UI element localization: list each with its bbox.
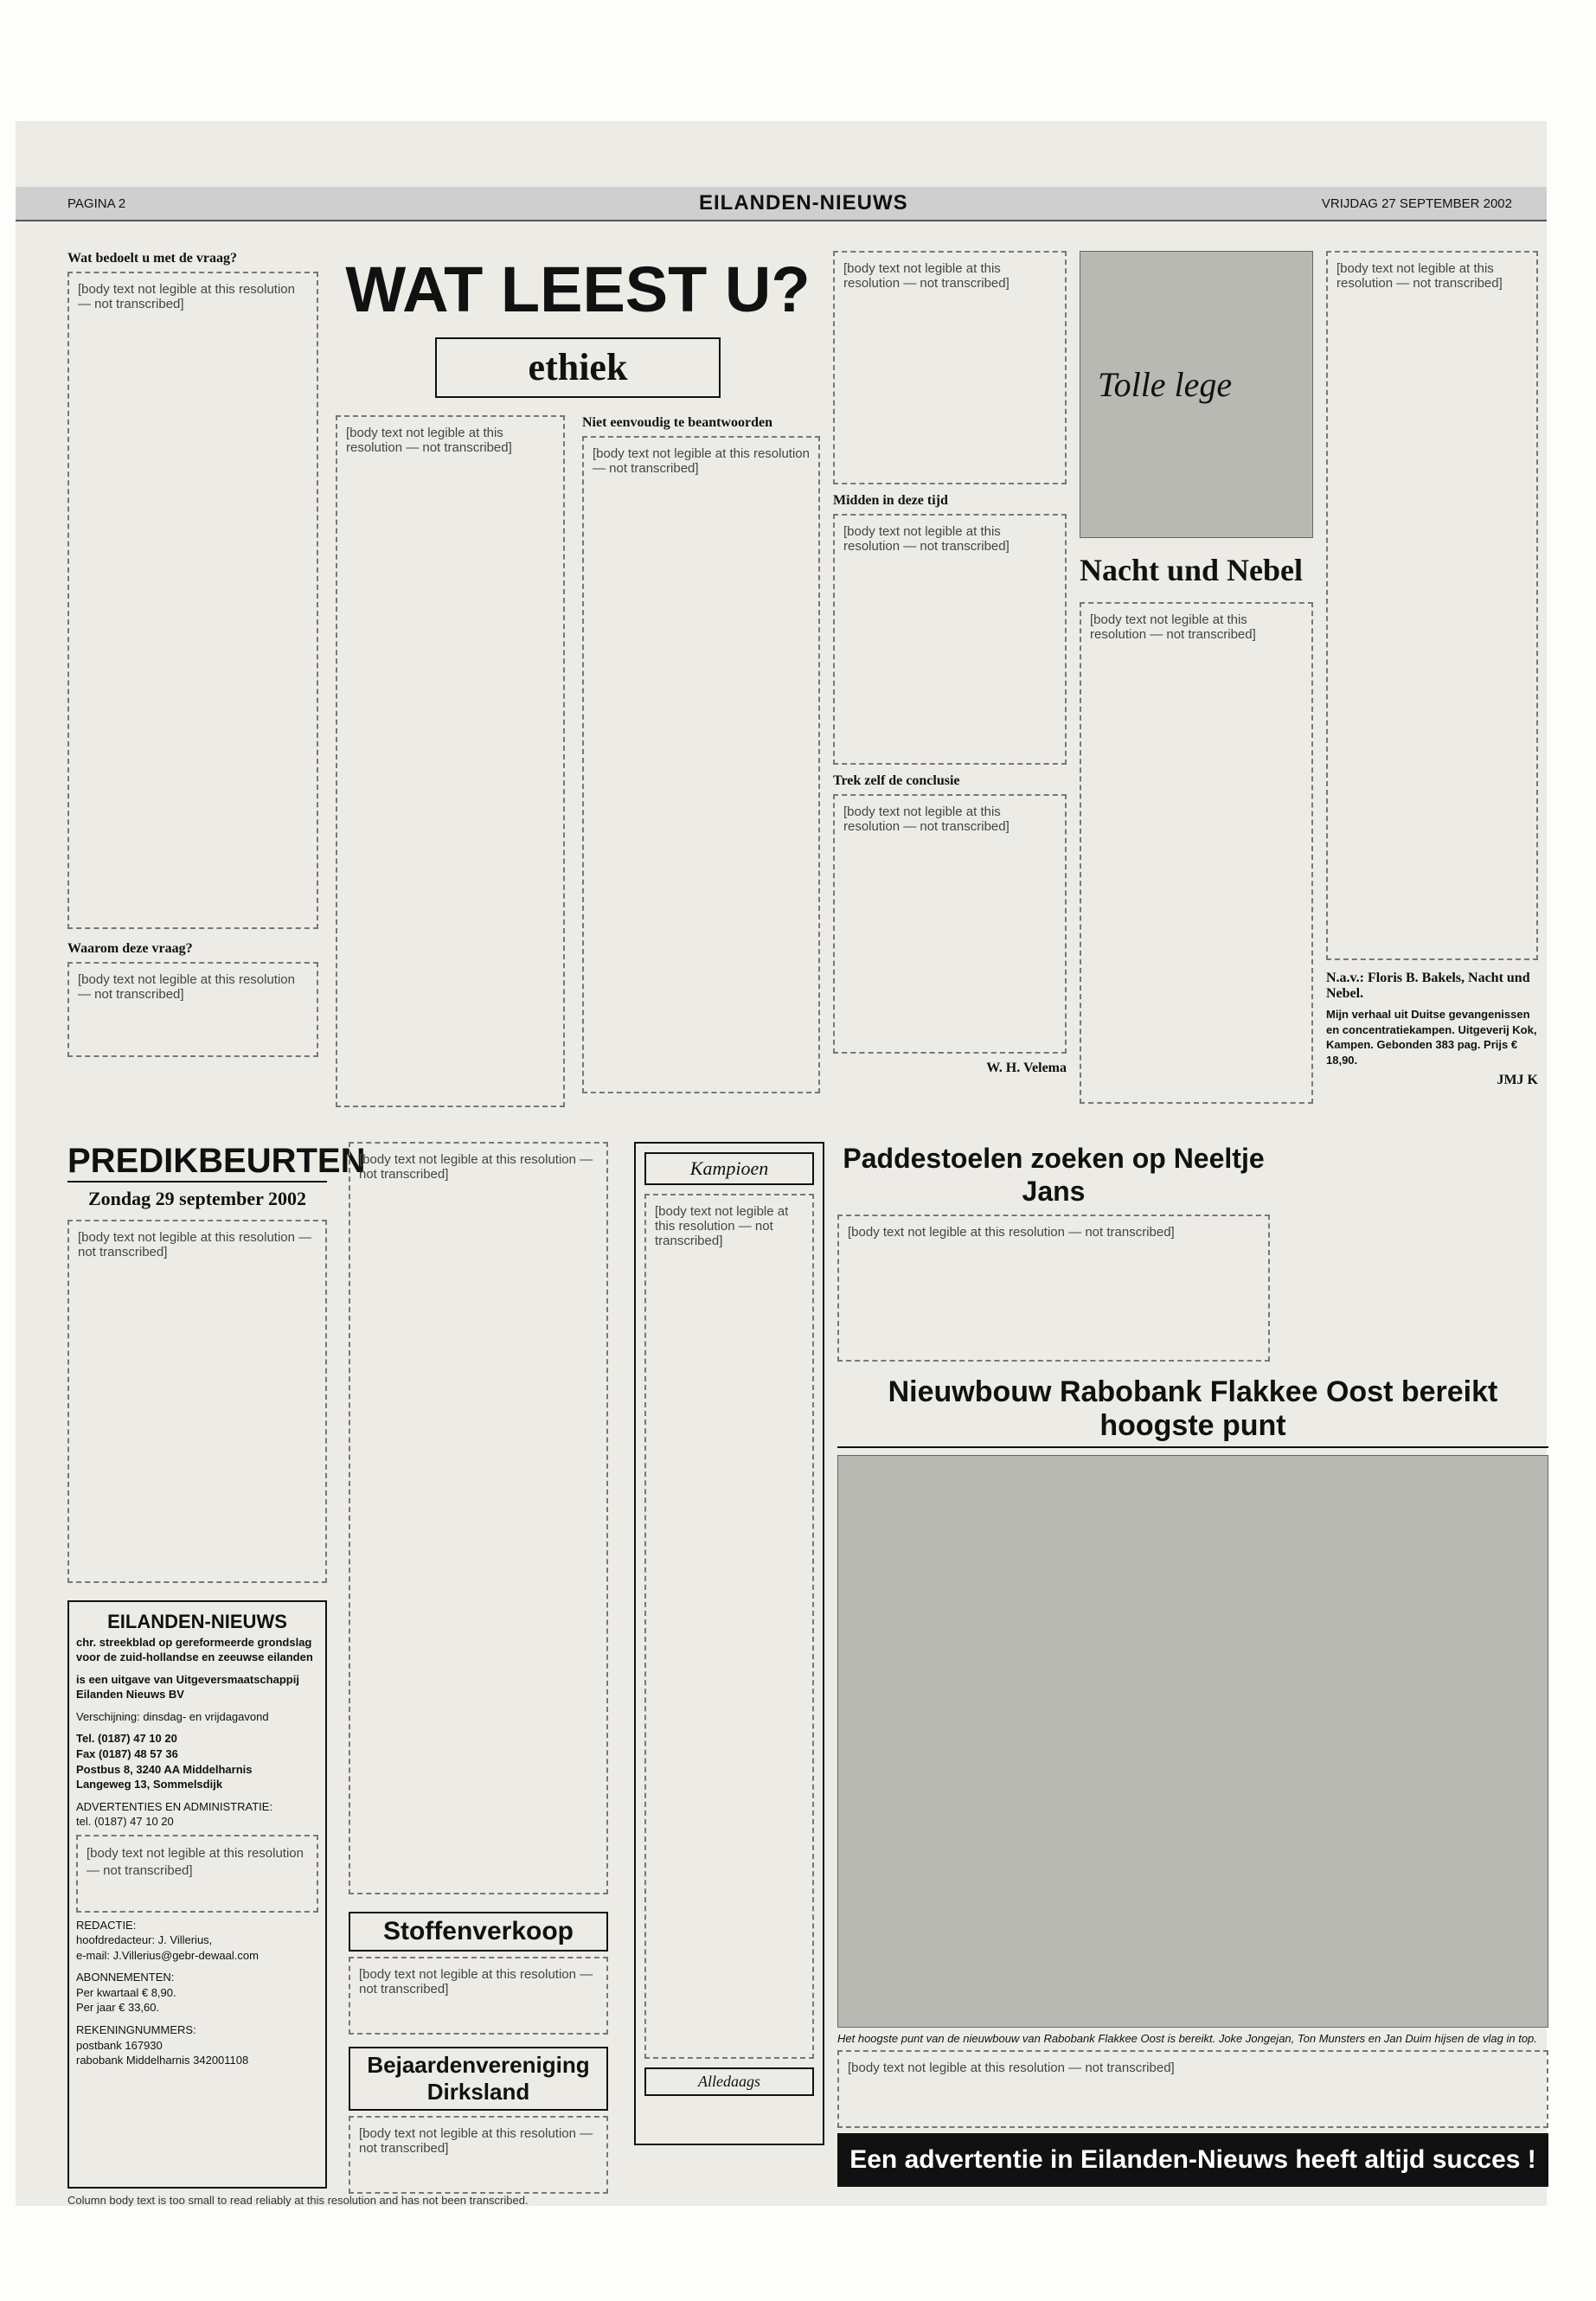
colophon-masthead: EILANDEN-NIEUWS — [107, 1611, 287, 1632]
newspaper-page — [16, 121, 1547, 2206]
tolle-lege-illustration — [1080, 251, 1313, 538]
footer-advertisement: Een advertentie in Eilanden-Nieuws heeft altijd succes ! — [837, 2133, 1548, 2187]
colophon-fax: Fax (0187) 48 57 36 — [76, 1747, 178, 1760]
colophon-account-rabobank: rabobank Middelharnis 342001108 — [76, 2054, 249, 2067]
book-review-continuation — [1326, 251, 1538, 1125]
author: W. H. Velema — [986, 1061, 1067, 1075]
feature-wat-leest-u — [336, 251, 820, 1125]
article-body-gap: [body text not legible at this resolution — not transcribed] — [67, 272, 318, 929]
colophon-account-postbank: postbank 167930 — [76, 2038, 163, 2052]
article-body-gap: [body text not legible at this resolution — not transcribed] — [349, 2116, 608, 2194]
paddestoelen-article — [837, 1142, 1270, 1367]
colophon-admin-heading: ADVERTENTIES EN ADMINISTRATIE: — [76, 1799, 273, 1813]
article-body-gap: [body text not legible at this resolution — not transcribed] — [1080, 602, 1313, 1104]
tolle-lege-logo: Tolle lege — [1098, 365, 1233, 404]
rabobank-article — [837, 1375, 1548, 2128]
notices — [349, 1912, 608, 2194]
article-body-gap: [body text not legible at this resolution — not transcribed] — [833, 794, 1067, 1054]
paddestoelen-title: Paddestoelen zoeken op Neeltje Jans — [843, 1143, 1265, 1207]
service-list-gap: [body text not legible at this resolution — not transcribed] — [349, 1142, 608, 1894]
article-body-gap: [body text not legible at this resolution — not transcribed] — [336, 415, 565, 1107]
article-body-gap: [body text not legible at this resolution — not transcribed] — [833, 251, 1067, 484]
page-header — [16, 187, 1547, 221]
subheading: Niet eenvoudig te beantwoorden — [582, 415, 772, 430]
transcription-note: Column body text is too small to read reliably at this resolution and has not been transcribed. — [67, 2194, 529, 2207]
kampioen-title: Kampioen — [644, 1152, 814, 1185]
review-credit-details: Mijn verhaal uit Duitse gevangenissen en concentratiekampen. Uitgeverij Kok, Kampen. Gebonden 383 pag. Prijs € 18,90. — [1326, 1008, 1537, 1067]
subheading: Trek zelf de conclusie — [833, 773, 960, 788]
colophon-accounts-heading: REKENINGNUMMERS: — [76, 2022, 196, 2036]
colophon-subscriptions-heading: ABONNEMENTEN: — [76, 1971, 175, 1984]
feature-title: WAT LEEST U? — [345, 253, 811, 325]
article-body-gap: [body text not legible at this resolution — not transcribed] — [349, 1957, 608, 2035]
article-body-gap: [body text not legible at this resolution — not transcribed] — [67, 962, 318, 1057]
predikbeurten-date: Zondag 29 september 2002 — [88, 1188, 306, 1209]
article-body-gap: [body text not legible at this resolution — not transcribed] — [644, 1194, 814, 2059]
review-initials: JMJ K — [1497, 1073, 1538, 1088]
predikbeurten-title: PREDIKBEURTEN — [67, 1142, 327, 1183]
heading-wat-bedoelt: Wat bedoelt u met de vraag? — [67, 251, 237, 266]
colophon-phone: Tel. (0187) 47 10 20 — [76, 1732, 177, 1746]
colophon-editorial-heading: REDACTIE: — [76, 1918, 137, 1932]
page-date: VRIJDAG 27 SEPTEMBER 2002 — [1321, 196, 1512, 211]
colophon-terms-gap: [body text not legible at this resolution — not transcribed] — [76, 1835, 318, 1913]
colophon-subscription-year: Per jaar € 33,60. — [76, 2001, 160, 2015]
stoffenverkoop-title: Stoffenverkoop — [349, 1912, 608, 1952]
colophon-postbox: Postbus 8, 3240 AA Middelharnis — [76, 1762, 253, 1776]
colophon-frequency: Verschijning: dinsdag- en vrijdagavond — [76, 1709, 269, 1723]
colophon-street: Langeweg 13, Sommelsdijk — [76, 1778, 223, 1791]
colophon — [67, 1600, 327, 2189]
colophon-admin-phone: tel. (0187) 47 10 20 — [76, 1815, 174, 1829]
ethiek-label: ethiek — [435, 337, 721, 398]
kampioen-footer: Alledaags — [644, 2067, 814, 2096]
colophon-editor: hoofdredacteur: J. Villerius, — [76, 1933, 213, 1947]
bejaarden-title: Bejaardenvereniging Dirksland — [349, 2047, 608, 2111]
colophon-publisher: is een uitgave van Uitgeversmaatschappij Eilanden Nieuws BV — [76, 1672, 299, 1702]
masthead: EILANDEN-NIEUWS — [699, 191, 908, 215]
column-wat-bedoelt — [67, 251, 318, 1099]
colophon-email: e-mail: J.Villerius@gebr-dewaal.com — [76, 1948, 259, 1962]
kampioen-column — [634, 1142, 824, 2145]
review-credit: N.a.v.: Floris B. Bakels, Nacht und Nebel. — [1326, 971, 1530, 1001]
heading-waarom: Waarom deze vraag? — [67, 941, 193, 956]
colophon-subtitle: chr. streekblad op gereformeerde grondslag voor de zuid-hollandse en zeeuwse eilanden — [76, 1635, 313, 1664]
article-body-gap: [body text not legible at this resolution — not transcribed] — [837, 1215, 1270, 1362]
page-number: PAGINA 2 — [67, 196, 126, 211]
article-body-gap: [body text not legible at this resolution — not transcribed] — [833, 514, 1067, 765]
review-title: Nacht und Nebel — [1080, 553, 1304, 587]
article-body-gap: [body text not legible at this resolution — not transcribed] — [837, 2050, 1548, 2128]
rabobank-photo — [837, 1455, 1548, 2028]
book-review — [1080, 251, 1313, 1125]
rabobank-title: Nieuwbouw Rabobank Flakkee Oost bereikt hoogste punt — [837, 1375, 1548, 1448]
subheading: Midden in deze tijd — [833, 493, 948, 508]
colophon-subscription-quarter: Per kwartaal € 8,90. — [76, 1985, 176, 1999]
feature-right-column — [582, 415, 820, 1093]
predikbeurten — [67, 1142, 621, 2206]
article-body-gap: [body text not legible at this resolution — not transcribed] — [1326, 251, 1538, 960]
feature-continuation — [833, 251, 1067, 1125]
article-body-gap: [body text not legible at this resolution — not transcribed] — [582, 436, 820, 1093]
rabobank-caption: Het hoogste punt van de nieuwbouw van Rabobank Flakkee Oost is bereikt. Joke Jongejan, Ton Munsters en Jan Duim hijsen de vlag in top. — [837, 2032, 1537, 2045]
service-list-gap: [body text not legible at this resolution — not transcribed] — [67, 1220, 327, 1583]
